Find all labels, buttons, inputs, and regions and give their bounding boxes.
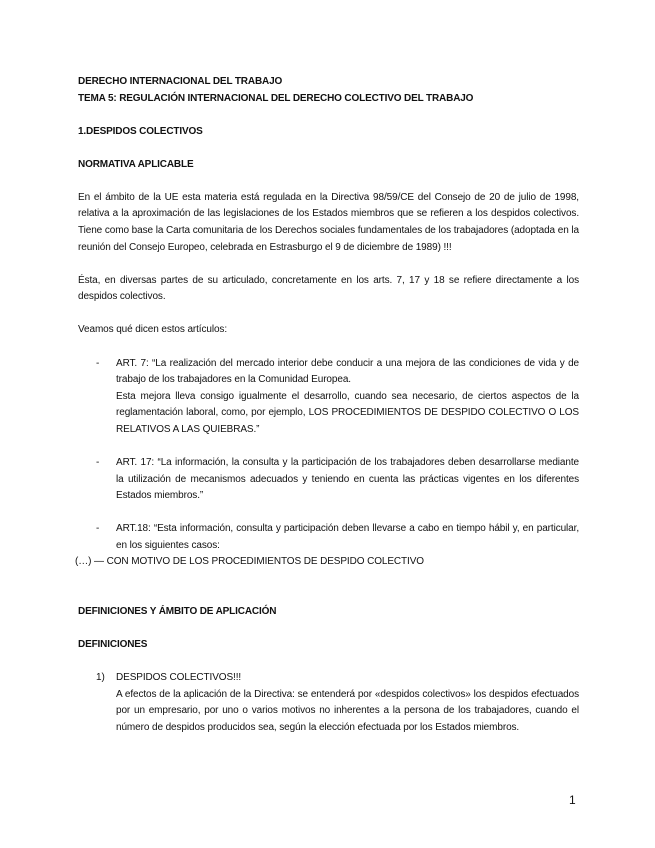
topic-title: TEMA 5: REGULACIÓN INTERNACIONAL DEL DERECHO COLECTIVO DEL TRABAJO bbox=[78, 92, 474, 104]
paragraph-directive: En el ámbito de la UE esta materia está regulada en la Directiva 98/59/CE del Consejo de 20 de julio de 1998, relativa a la aproximación de las legislaciones de los Estados miembros que se refieren a los despidos colectivos. Tiene como base la Carta comunitaria de los Derechos sociales fundamentales de los trabajadores (adoptada en la reunión del Consejo Europeo, celebrada en Estrasburgo el 9 de diciembre de 1989) !!! bbox=[78, 191, 579, 253]
page-number: 1 bbox=[569, 793, 576, 807]
bullet-dash: - bbox=[96, 457, 100, 468]
section-title: 1.DESPIDOS COLECTIVOS bbox=[78, 125, 203, 137]
art7-text: ART. 7: “La realización del mercado interior debe conducir a una mejora de las condiciones de vida y de trabajo de los trabajadores en la Comunidad Europea. bbox=[116, 357, 579, 386]
section-subtitle: NORMATIVA APLICABLE bbox=[78, 158, 194, 170]
definition-title: DESPIDOS COLECTIVOS!!! bbox=[116, 672, 242, 684]
list-item-art7 bbox=[78, 356, 579, 439]
list-number: 1) bbox=[96, 672, 105, 684]
list-item-art18 bbox=[78, 521, 579, 554]
bullet-dash: - bbox=[96, 523, 100, 535]
art17-text: ART. 17: “La información, la consulta y la participación de los trabajadores deben desarrollarse mediante la utilización de mecanismos adecuados y teniendo en cuenta las prácticas vigentes en los diferentes Estados miembros.” bbox=[116, 457, 579, 502]
section2-title: DEFINICIONES Y ÁMBITO DE APLICACIÓN bbox=[78, 606, 277, 618]
definition-text: A efectos de la aplicación de la Directiva: se entenderá por «despidos colectivos» los despidos efectuados por un empresario, por uno o varios motivos no inherentes a la persona de los trabajadores, cuando el número de despidos producidos sea, según la elección efectuada por los Estados miembros. bbox=[116, 688, 579, 734]
art18-note: (…) — CON MOTIVO DE LOS PROCEDIMIENTOS DE DESPIDO COLECTIVO bbox=[75, 556, 424, 568]
bullet-dash: - bbox=[96, 357, 100, 369]
paragraph-articles: Ésta, en diversas partes de su articulado, concretamente en los arts. 7, 17 y 18 se refiere directamente a los despidos colectivos. bbox=[78, 274, 579, 303]
art7-continuation: Esta mejora lleva consigo igualmente el desarrollo, cuando sea necesario, de ciertos aspectos de la reglamentación laboral, como, por ejemplo, LOS PROCEDIMIENTOS DE DESPIDO COLECTIVO O LOS RELATIVOS A LAS QUIEBRAS.” bbox=[116, 390, 579, 435]
document-page bbox=[75, 74, 579, 737]
paragraph-intro: Veamos qué dicen estos artículos: bbox=[78, 324, 228, 336]
section2-subtitle: DEFINICIONES bbox=[78, 639, 148, 651]
art18-text: ART.18: “Esta información, consulta y participación deben llevarse a cabo en tiempo hábil y, en particular, en los siguientes casos: bbox=[116, 523, 579, 551]
list-item-definition-1 bbox=[78, 670, 579, 736]
list-item-art17 bbox=[78, 455, 579, 505]
course-title: DERECHO INTERNACIONAL DEL TRABAJO bbox=[78, 76, 283, 87]
